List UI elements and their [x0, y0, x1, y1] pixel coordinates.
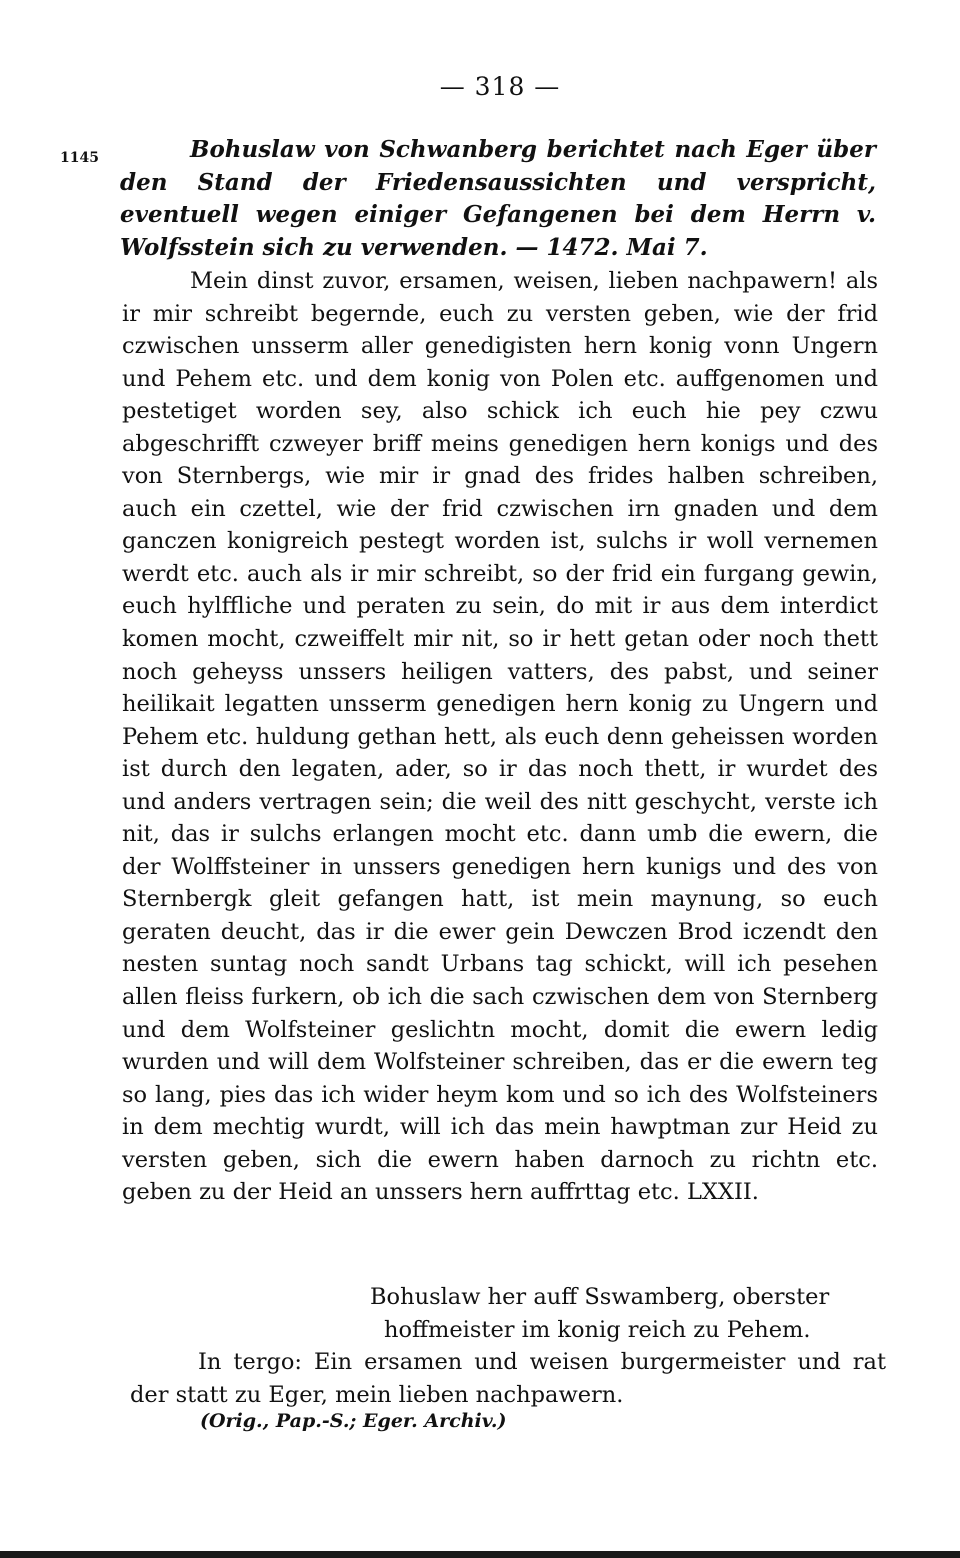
regest-heading: Bohuslaw von Schwanberg berichtet nach Eger über den Stand der Friedensaussichten und verspricht, eventuell wegen einiger Gefangenen bei dem Herrn v. Wolfsstein sich zu verwenden. — 1472. Mai 7. [120, 136, 876, 261]
address-in-tergo: In tergo: Ein ersamen und weisen burgermeister und rat der statt zu Eger, mein lieben nachpawern. [130, 1349, 886, 1408]
document-number: 1145 [60, 150, 99, 166]
signature-line-1: Bohuslaw her auff Sswamberg, oberster [370, 1284, 830, 1310]
signature [370, 1281, 890, 1346]
source-note: (Orig., Pap.-S.; Eger. Archiv.) [200, 1410, 507, 1432]
signature-line-2: hoffmeister im konig reich zu Pehem. [384, 1316, 811, 1343]
bottom-scan-edge [0, 1551, 960, 1558]
page-number: — 318 — [439, 72, 561, 101]
letter-body: Mein dinst zuvor, ersamen, weisen, lieben nachpawern! als ir mir schreibt begernde, euch zu versten geben, wie der frid czwischen unsserm aller genedigisten hern konig vonn Ungern und Pehem etc. und dem konig von Polen etc. auffgenomen und pestetiget worden sey, also schick ich euch hie pey czwu abgeschrifft czweyer briff meins genedigen hern konigs und des von Sternbergs, wie mir ir gnad des frides halben schreiben, auch ein czettel, wie der frid czwischen irn gnaden und dem ganczen konigreich pestegt worden ist, sulchs ir woll vernemen werdt etc. auch als ir mir schreibt, so der frid ein furgang gewin, euch hylffliche und peraten zu sein, do mit ir aus dem interdict komen mocht, czweiffelt mir nit, so ir hett getan oder noch thett noch geheyss unssers heiligen vatters, des pabst, und seiner heilikait legatten unsserm genedigen hern konig zu Ungern und Pehem etc. huldung gethan hett, als euch denn geheissen worden ist durch den legaten, ader, so ir das noch thett, ir wurdet des und anders vertragen sein; die weil des nitt geschycht, verste ich nit, das ir sulchs erlangen mocht etc. dann umb die ewern, die der Wolffsteiner in unssers genedigen hern kunigs und des von Sternbergk gleit gefangen hatt, ist mein maynung, so euch geraten deucht, das ir die ewer gein Dewczen Brod iczendt den nesten suntag noch sandt Urbans tag schickt, will ich pesehen allen fleiss furkern, ob ich die sach czwischen dem von Sternberg und dem Wolfsteiner geslichtn mocht, domit die ewern ledig wurden und will dem Wolfsteiner schreiben, das er die ewern teg so lang, pies das ich wider heym kom und so ich des Wolfsteiners in dem mechtig wurdt, will ich das mein hawptman zur Heid zu versten geben, sich die ewern haben darnoch zu richtn etc. geben zu der Heid an unssers hern auffrttag etc. LXXII. [122, 268, 878, 1206]
